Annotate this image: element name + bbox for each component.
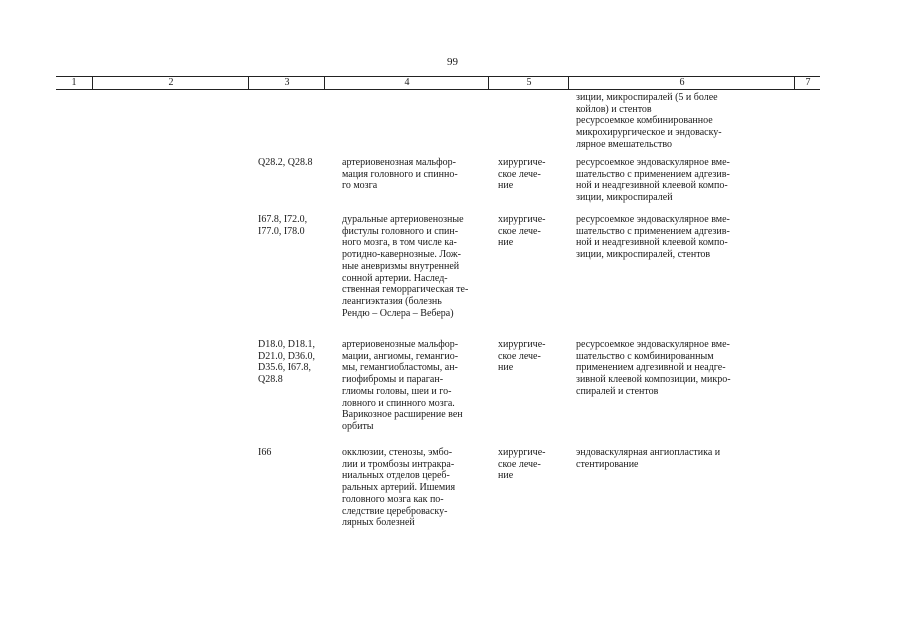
column-header-1: 1 <box>71 77 77 88</box>
text-line: ское лече- <box>498 458 541 470</box>
page-number: 99 <box>447 56 458 68</box>
text-line: артериовенозная мальфор- <box>342 157 456 168</box>
text-line: лярное вмешательство <box>576 138 673 150</box>
text-line: артериовенозные мальфор- <box>342 339 459 350</box>
row1-diagnosis <box>342 157 488 192</box>
row4-diagnosis <box>342 447 488 529</box>
column-header-6: 6 <box>568 77 795 89</box>
text-line: хирургиче- <box>498 339 546 350</box>
text-line: шательство с комбинированным <box>576 350 714 362</box>
row1-codes <box>258 157 322 169</box>
text-line: глиомы головы, шеи и го- <box>342 385 452 397</box>
text-line: Варикозное расширение вен <box>342 409 463 421</box>
column-header-3: 3 <box>248 77 325 89</box>
text-line: ние <box>498 180 514 192</box>
row3-codes <box>258 339 330 386</box>
text-line: шательство с применением адгезив- <box>576 168 730 180</box>
text-line: D35.6, I67.8, <box>258 362 312 374</box>
row2-treatment-type <box>498 214 556 249</box>
column-header-7: 7 <box>794 77 821 89</box>
text-line: ние <box>498 237 514 249</box>
text-line: ресурсоемкое эндоваскулярное вме- <box>576 339 730 350</box>
text-line: зивной клеевой композиции, микро- <box>576 374 731 386</box>
text-line: ниальных отделов цереб- <box>342 470 450 482</box>
text-line: Q28.2, Q28.8 <box>258 157 313 168</box>
text-line: эндоваскулярная ангиопластика и <box>576 447 721 458</box>
row4-treatment-type <box>498 447 556 482</box>
row2-diagnosis <box>342 214 488 319</box>
column-header-2: 2 <box>92 77 249 89</box>
text-line: ресурсоемкое эндоваскулярное вме- <box>576 157 730 168</box>
row4-codes <box>258 447 322 459</box>
text-line: лии и тромбозы интракра- <box>342 458 455 470</box>
text-line: хирургиче- <box>498 447 546 458</box>
row3-diagnosis <box>342 339 488 433</box>
text-line: ское лече- <box>498 350 541 362</box>
row2-method <box>576 214 765 261</box>
text-line: ское лече- <box>498 168 541 180</box>
text-line: ральных артерий. Ишемия <box>342 482 456 494</box>
text-line: хирургиче- <box>498 157 546 168</box>
text-line: следствие цереброваску- <box>342 505 448 517</box>
text-line: хирургиче- <box>498 214 546 225</box>
row1-treatment-type <box>498 157 556 192</box>
text-line: зиции, микроспиралей (5 и более <box>576 92 718 103</box>
text-line: ные аневризмы внутренней <box>342 260 460 272</box>
text-line: леангиэктазия (болезнь <box>342 295 442 307</box>
text-line: спиралей и стентов <box>576 385 659 397</box>
text-line: койлов) и стентов <box>576 103 652 115</box>
row3-treatment-type <box>498 339 556 374</box>
text-line: го мозга <box>342 180 378 192</box>
text-line: D21.0, D36.0, <box>258 350 315 362</box>
text-line: ское лече- <box>498 225 541 237</box>
column-header-4: 4 <box>324 77 489 89</box>
text-line: орбиты <box>342 420 374 432</box>
text-line: шательство с применением адгезив- <box>576 225 730 237</box>
text-line: I77.0, I78.0 <box>258 225 305 237</box>
text-line: Q28.8 <box>258 374 283 386</box>
text-line: ротидно-кавернозные. Лож- <box>342 249 461 261</box>
text-line: дуральные артериовенозные <box>342 214 464 225</box>
text-line: I67.8, I72.0, <box>258 214 308 225</box>
text-line: фистулы головного и спин- <box>342 225 459 237</box>
row1-method <box>576 157 765 204</box>
continuation-col6 <box>576 92 765 151</box>
text-line: зиции, микроспиралей <box>576 192 673 204</box>
text-line: ловного и спинного мозга. <box>342 397 455 409</box>
text-line: ресурсоемкое комбинированное <box>576 115 713 127</box>
text-line: применением адгезивной и неадге- <box>576 362 726 374</box>
text-line: окклюзии, стенозы, эмбо- <box>342 447 453 458</box>
text-line: микрохирургическое и эндоваску- <box>576 127 722 139</box>
text-line: D18.0, D18.1, <box>258 339 315 350</box>
table-header-row <box>56 76 820 90</box>
text-line: мация головного и спинно- <box>342 168 458 180</box>
column-header-5: 5 <box>488 77 569 89</box>
text-line: ной и неадгезивной клеевой компо- <box>576 180 728 192</box>
text-line: зиции, микроспиралей, стентов <box>576 249 711 261</box>
text-line: головного мозга как по- <box>342 493 444 505</box>
text-line: ственная геморрагическая те- <box>342 284 469 296</box>
row3-method <box>576 339 765 398</box>
text-line: ние <box>498 362 514 374</box>
text-line: ной и неадгезивной клеевой компо- <box>576 237 728 249</box>
text-line: ние <box>498 470 514 482</box>
text-line: ресурсоемкое эндоваскулярное вме- <box>576 214 730 225</box>
row4-method <box>576 447 765 470</box>
text-line: лярных болезней <box>342 517 415 529</box>
text-line: мы, гемангиобластомы, ан- <box>342 362 458 374</box>
text-line: стентирование <box>576 458 639 470</box>
text-line: I66 <box>258 447 272 458</box>
text-line: мации, ангиомы, гемангио- <box>342 350 459 362</box>
text-line: сонной артерии. Наслед- <box>342 272 448 284</box>
text-line: гиофибромы и параган- <box>342 374 444 386</box>
text-line: Рендю – Ослера – Вебера) <box>342 307 454 319</box>
row2-codes <box>258 214 322 237</box>
text-line: ного мозга, в том числе ка- <box>342 237 457 249</box>
